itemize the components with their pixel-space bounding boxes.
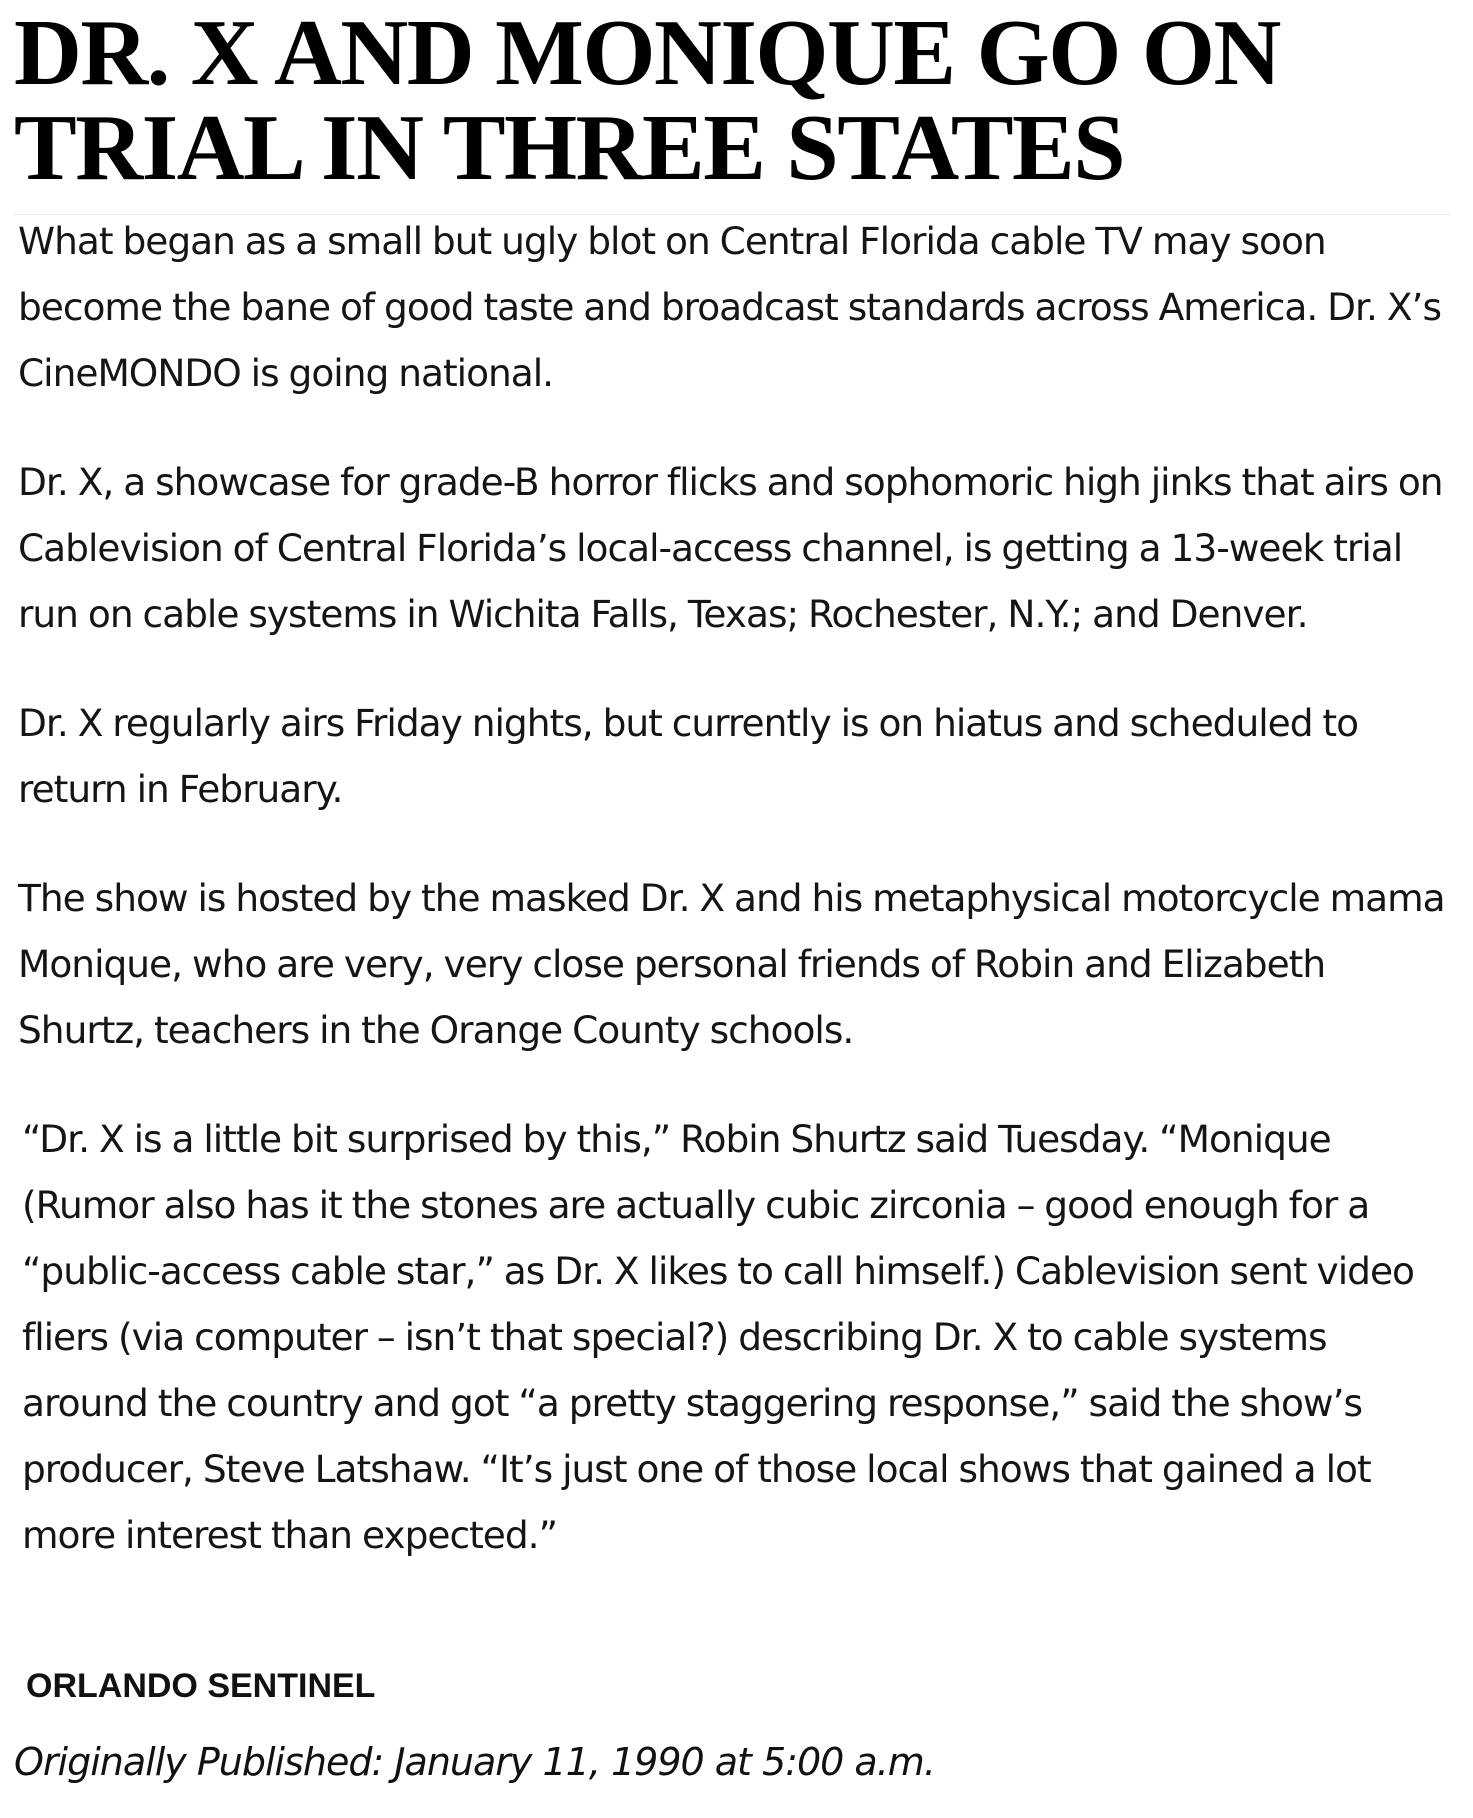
publication-date: Originally Published: January 11, 1990 at 5:00 a.m. xyxy=(14,1740,935,1784)
article-paragraph-5: “Dr. X is a little bit surprised by this,” Robin Shurtz said Tuesday. “Monique (Rumor also has it the stones are actually cubic zirconia – good enough for a “public-access cable star,” as Dr. X likes to call himself.) Cablevision sent video fliers (via computer – isn’t that special?) describing Dr. X to cable systems around the country and got “a pretty staggering response,” said the show’s producer, Steve Latshaw. “It’s just one of those local shows that gained a lot more interest than expected.” xyxy=(22,1117,1414,1557)
source-credit: ORLANDO SENTINEL xyxy=(26,1667,376,1705)
article-headline: DR. X AND MONIQUE GO ON TRIAL IN THREE STATES xyxy=(14,1,1280,200)
article-paragraph-2: Dr. X, a showcase for grade-B horror flicks and sophomoric high jinks that airs on Cablevision of Central Florida’s local-access channel, is getting a 13-week trial run on cable systems in Wichita Falls, Texas; Rochester, N.Y.; and Denver. xyxy=(18,460,1443,636)
article-paragraph-1: What began as a small but ugly blot on Central Florida cable TV may soon become the bane of good taste and broadcast standards across America. Dr. X’s CineMONDO is going national. xyxy=(18,219,1441,395)
article-body xyxy=(18,208,1458,1611)
article-paragraph-4: The show is hosted by the masked Dr. X and his metaphysical motorcycle mama Monique, who are very, very close personal friends of Robin and Elizabeth Shurtz, teachers in the Orange County schools. xyxy=(18,876,1445,1052)
article-paragraph-3: Dr. X regularly airs Friday nights, but currently is on hiatus and scheduled to return in February. xyxy=(18,701,1359,811)
